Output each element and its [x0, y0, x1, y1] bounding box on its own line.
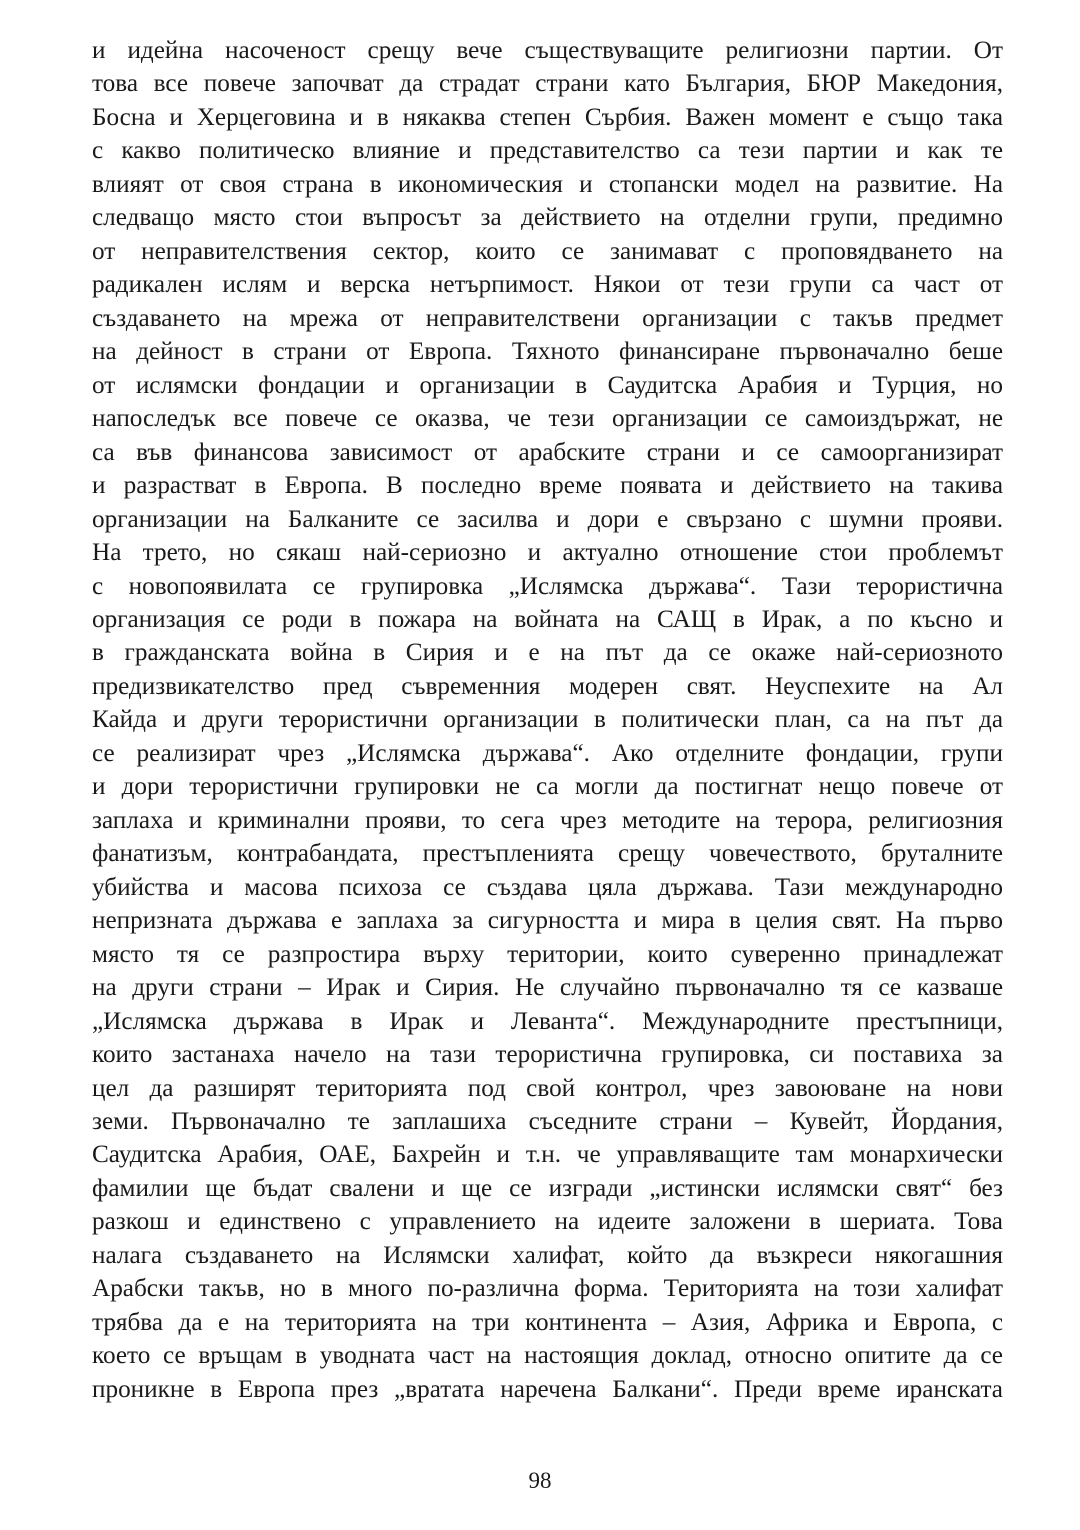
text-line: Арабски такъв, но в много по-различна форма. Територията на този халифат [92, 1275, 1003, 1303]
text-line: от неправителствения сектор, които се занимават с проповядването на [92, 237, 1003, 265]
text-line: радикален ислям и верска нетърпимост. Някои от тези групи са част от [92, 271, 1003, 299]
text-line: организация се роди в пожара на войната на САЩ в Ирак, а по късно и [92, 605, 1003, 633]
text-line: които застанаха начело на тази терористична групировка, си поставиха за [92, 1041, 1003, 1069]
text-line: На трето, но сякаш най-сериозно и актуално отношение стои проблемът [92, 539, 1003, 567]
text-line: място тя се разпростира върху територии, които суверенно принадлежат [92, 940, 1003, 968]
text-line: което се връщам в уводната част на настоящия доклад, относно опитите да се [92, 1342, 1003, 1370]
text-line: влияят от своя страна в икономическия и стопански модел на развитие. На [92, 170, 1003, 198]
text-line: на дейност в страни от Европа. Тяхното финансиране първоначално беше [92, 338, 1003, 366]
text-line: налага създаването на Ислямски халифат, който да възкреси някогашния [92, 1241, 1003, 1269]
text-line: трябва да е на територията на три континента – Азия, Африка и Европа, с [92, 1308, 1003, 1336]
text-line: напоследък все повече се оказва, че тези организации се самоиздържат, не [92, 405, 1003, 433]
text-line: непризната държава е заплаха за сигурността и мира в целия свят. На първо [92, 907, 1003, 935]
text-line: и идейна насоченост срещу вече съществуващите религиозни партии. От [92, 37, 1003, 64]
text-line: „Ислямска държава в Ирак и Леванта“. Международните престъпници, [92, 1007, 1003, 1035]
page-number: 98 [528, 1468, 552, 1493]
text-line: следващо място стои въпросът за действието на отделни групи, предимно [92, 204, 1003, 232]
text-line: създаването на мрежа от неправителствени организации с такъв предмет [92, 304, 1003, 332]
text-line: това все повече започват да страдат страни като България, БЮР Македония, [92, 70, 1003, 98]
text-line: организации на Балканите се засилва и дори е свързано с шумни прояви. [92, 505, 1003, 533]
text-line: и дори терористични групировки не са могли да постигнат нещо повече от [92, 773, 1003, 801]
text-line: цел да разширят територията под свой контрол, чрез завоюване на нови [92, 1074, 1003, 1102]
text-line: на други страни – Ирак и Сирия. Не случайно първоначално тя се казваше [92, 974, 1003, 1002]
text-line: фанатизъм, контрабандата, престъпленията срещу човечеството, бруталните [92, 840, 1003, 868]
text-line: проникне в Европа през „вратата наречена Балкани“. Преди време иранската [92, 1375, 1003, 1403]
text-line: убийства и масова психоза се създава цяла държава. Тази международно [92, 873, 1003, 901]
text-line: са във финансова зависимост от арабските страни и се самоорганизират [92, 438, 1003, 466]
text-line: предизвикателство пред съвременния модерен свят. Неуспехите на Ал [92, 672, 1003, 700]
body-text [92, 34, 1003, 1406]
text-line: Кайда и други терористични организации в политически план, са на път да [92, 706, 1003, 734]
text-line: и разрастват в Европа. В последно време появата и действието на такива [92, 472, 1003, 500]
text-line: Саудитска Арабия, ОАЕ, Бахрейн и т.н. че управляващите там монархически [92, 1141, 1003, 1169]
text-line: с какво политическо влияние и представителство са тези партии и как те [92, 137, 1003, 165]
text-line: се реализират чрез „Ислямска държава“. Ако отделните фондации, групи [92, 739, 1003, 767]
text-line: Босна и Херцеговина и в някаква степен Сърбия. Важен момент е също така [92, 103, 1003, 131]
text-line: фамилии ще бъдат свалени и ще се изгради „истински ислямски свят“ без [92, 1174, 1003, 1202]
text-line: разкош и единствено с управлението на идеите заложени в шериата. Това [92, 1208, 1003, 1236]
text-line: в гражданската война в Сирия и е на път да се окаже най-сериозното [92, 639, 1003, 667]
text-line: от ислямски фондации и организации в Саудитска Арабия и Турция, но [92, 371, 1003, 399]
text-line: земи. Първоначално те заплашиха съседните страни – Кувейт, Йордания, [92, 1108, 1003, 1135]
text-line: с новопоявилата се групировка „Ислямска държава“. Тази терористична [92, 572, 1003, 600]
text-line: заплаха и криминални прояви, то сега чрез методите на терора, религиозния [92, 806, 1003, 834]
